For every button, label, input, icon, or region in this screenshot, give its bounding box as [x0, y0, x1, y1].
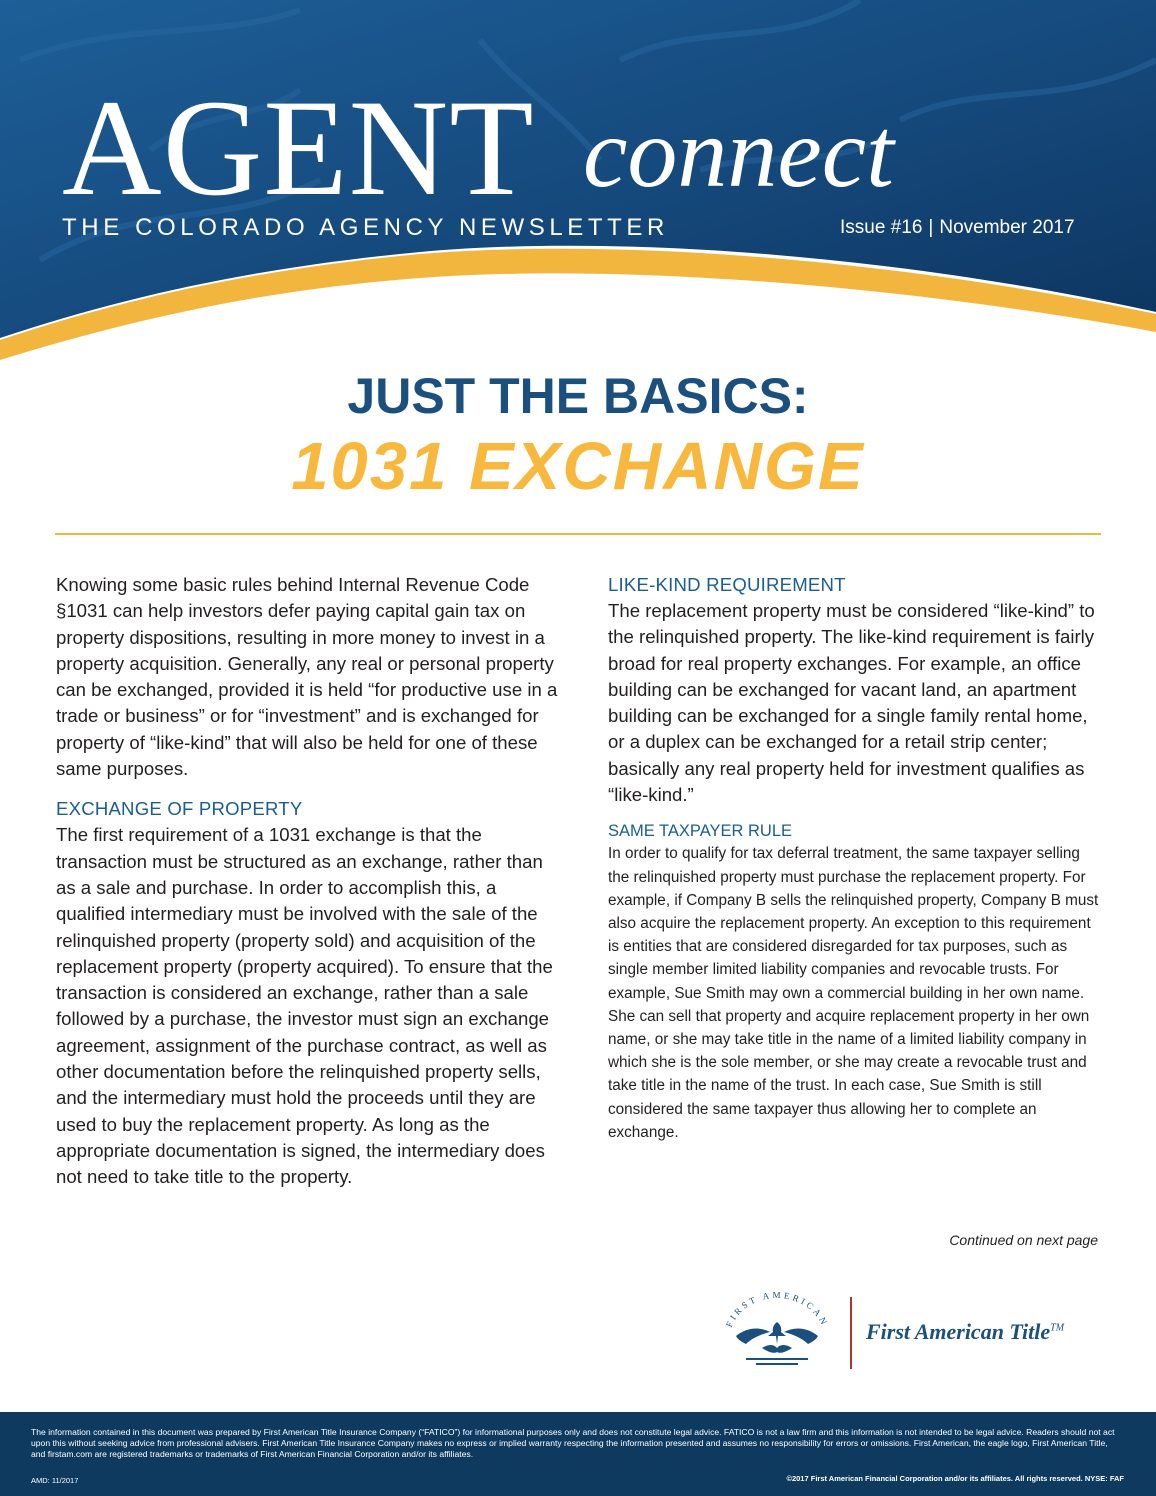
issue-number: Issue #16	[840, 217, 923, 238]
issue-separator: |	[928, 217, 934, 238]
continued-note: Continued on next page	[949, 1232, 1098, 1248]
intro-paragraph: Knowing some basic rules behind Internal Revenue Code §1031 can help investors defer paying capital gain tax on property dispositions, resulting in more money to invest in a property acquisition. Generally, any real or personal property can be exchanged, provided it is held “for productive use in a trade or business” or for “investment” and is exchanged for property of “like-kind” that will also be held for one of these same purposes.	[56, 574, 558, 780]
headline-line1: JUST THE BASICS:	[347, 368, 809, 424]
section-heading-like-kind: LIKE-KIND REQUIREMENT	[608, 574, 846, 595]
section-body-same-taxpayer: In order to qualify for tax deferral treatment, the same taxpayer selling the relinquished property must purchase the replacement property. For example, if Company B sells the relinquished property, Company B must also acquire the replacement property. An exception to this requirement is entities that are considered disregarded for tax purposes, such as single member limited liability companies and revocable trusts. For example, Sue Smith may own a commercial building in her own name. She can sell that property and acquire replacement property in her own name, or she may take title in the name of a limited liability company in which she is the sole member, or she may create a revocable trust and take title in the name of the trust. In each case, Sue Smith is still considered the same taxpayer thus allowing her to complete an exchange.	[608, 845, 1099, 1141]
section-body-exchange: The first requirement of a 1031 exchange is that the transaction must be structured as an exchange, rather than as a sale and purchase. In order to accomplish this, a qualified intermediary must be involved with the sale of the relinquished property (property sold) and acquisition of the replacement property (property acquired). To ensure that the transaction is considered an exchange, rather than a sale followed by a purchase, the investor must sign an exchange agreement, assignment of the purchase contract, as well as other documentation before the relinquished property sells, and the intermediary must hold the proceeds until they are used to buy the replacement property. As long as the appropriate documentation is signed, the intermediary does not need to take title to the property.	[56, 824, 553, 1188]
eagle-seal-icon	[716, 1292, 838, 1372]
section-heading-exchange: EXCHANGE OF PROPERTY	[56, 798, 303, 820]
company-logo-text	[866, 1319, 1064, 1345]
right-column	[608, 572, 1100, 1144]
masthead-tagline: THE COLORADO AGENCY NEWSLETTER	[62, 214, 669, 241]
seal-text: FIRST AMERICAN	[723, 1292, 831, 1329]
section-body-like-kind: The replacement property must be considered “like-kind” to the relinquished property. The like-kind requirement is fairly broad for real property exchanges. For example, an office building can be exchanged for vacant land, an apartment building can be exchanged for a single family rental home, or a duplex can be exchanged for a retail strip center; basically any real property held for investment qualifies as “like-kind.”	[608, 600, 1095, 806]
footer-disclaimer: The information contained in this document was prepared by First American Title Insurance Company (“FATICO”) for informational purposes only and does not constitute legal advice. FATICO is not a law firm and this information is not intended to be legal advice. Readers should not act upon this without seeking advice from professional advisers. First American Title Insurance Company makes no express or implied warranty respecting the information presented and assumes no responsibility for errors or omissions. First American, the eagle logo, First American Title, and firstam.com are registered trademarks or trademarks of First American Financial Corporation and/or its affiliates.	[31, 1427, 1115, 1459]
issue-date: November 2017	[939, 217, 1075, 238]
masthead-title-agent: AGENT	[62, 71, 535, 224]
headline-divider	[55, 533, 1101, 535]
section-heading-same-taxpayer: SAME TAXPAYER RULE	[608, 822, 792, 841]
headline-line2: 1031 EXCHANGE	[291, 429, 865, 504]
footer-amd-code: AMD: 11/2017	[31, 1476, 79, 1485]
company-name: First American Title	[866, 1319, 1051, 1344]
trademark-mark: TM	[1050, 1322, 1065, 1334]
footer-copyright: ©2017 First American Financial Corporation and/or its affiliates. All rights reserved. NYSE: FAF	[786, 1474, 1124, 1483]
issue-info	[840, 217, 1075, 239]
left-column	[56, 572, 558, 1191]
logo-divider	[850, 1297, 852, 1369]
masthead-title-connect: connect	[583, 97, 894, 208]
